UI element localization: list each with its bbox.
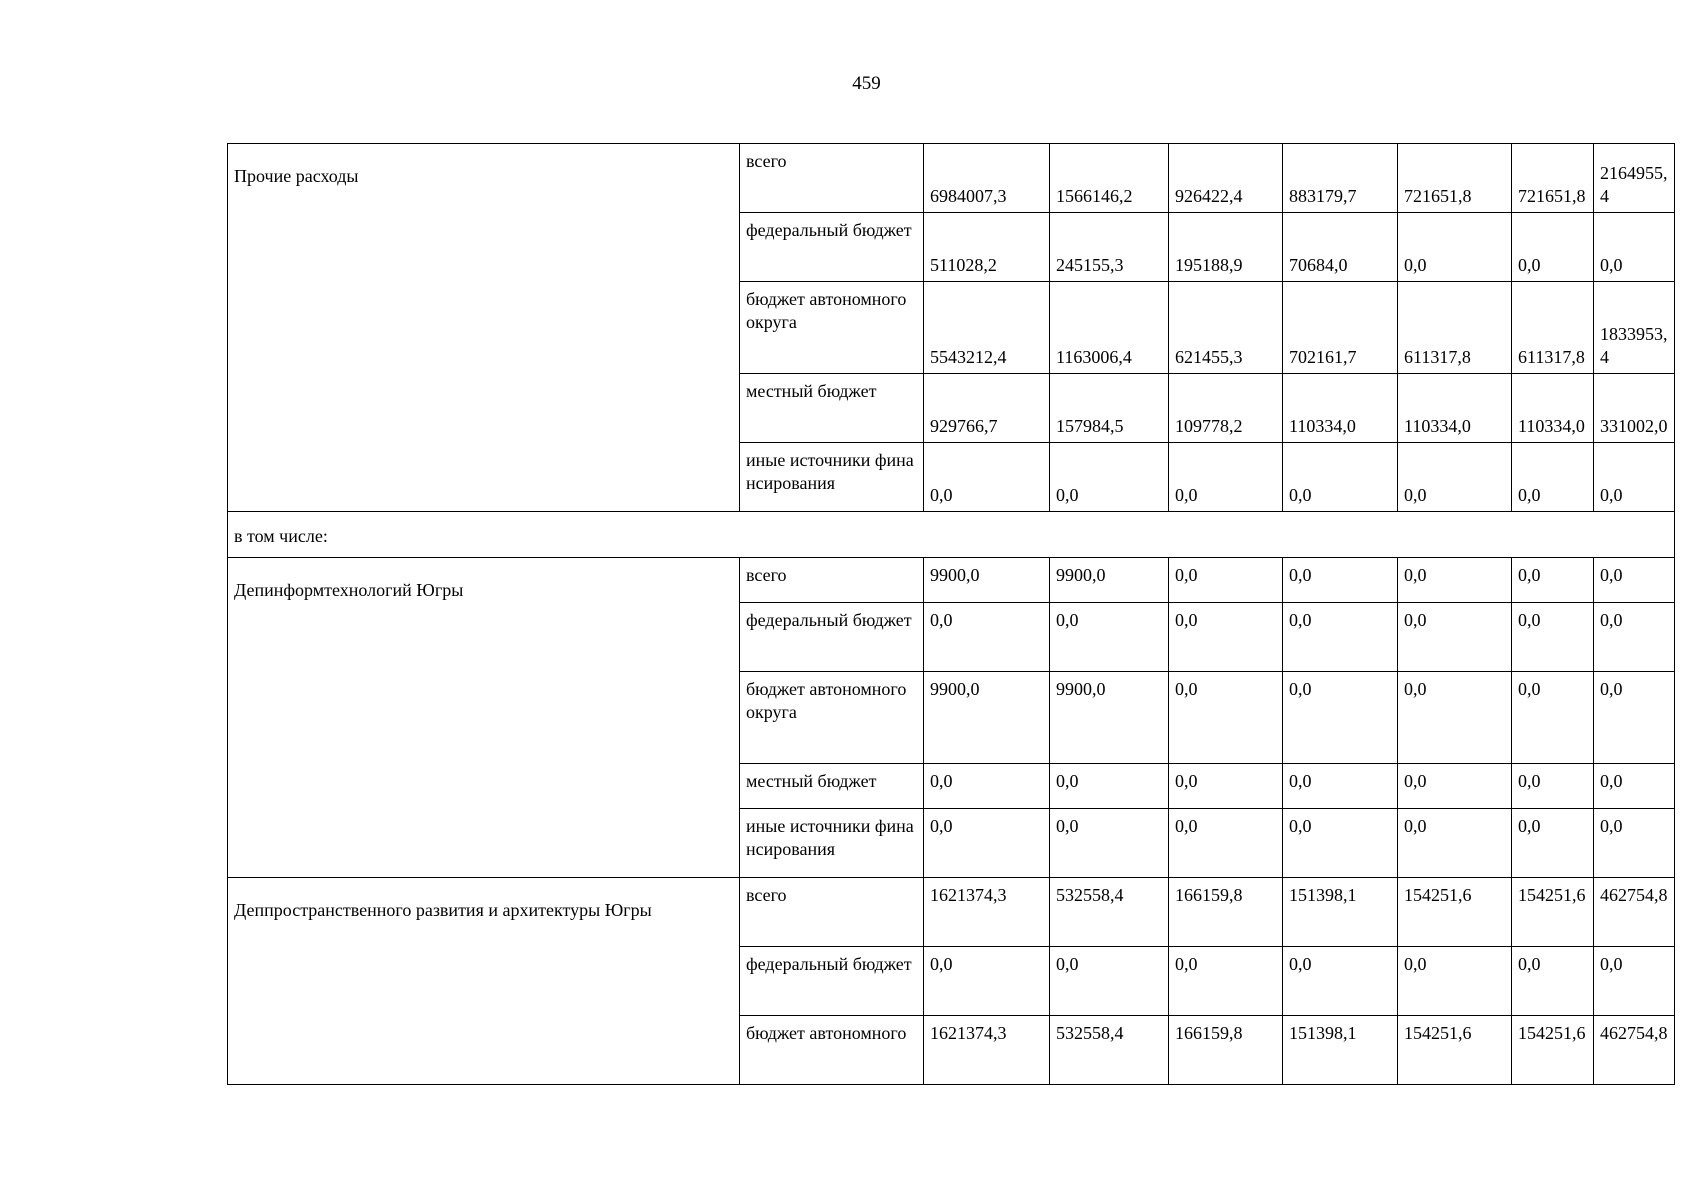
amount-cell: 0,0: [924, 809, 1050, 878]
amount-cell: 0,0: [1050, 809, 1169, 878]
amount-cell: 0,0: [924, 947, 1050, 1016]
amount-cell: 0,0: [1169, 558, 1283, 603]
amount-cell: 0,0: [1050, 603, 1169, 672]
amount-cell: 110334,0: [1512, 374, 1594, 443]
amount-cell: 166159,8: [1169, 1016, 1283, 1085]
amount-cell: 154251,6: [1398, 1016, 1512, 1085]
amount-cell: 0,0: [1283, 764, 1398, 809]
funding-source: федеральный бюджет: [740, 213, 924, 282]
funding-source: всего: [740, 878, 924, 947]
amount-cell: 0,0: [1398, 947, 1512, 1016]
amount-cell: 0,0: [1594, 809, 1675, 878]
amount-cell: 929766,7: [924, 374, 1050, 443]
funding-source: бюджет автономного округа: [740, 282, 924, 374]
amount-cell: 151398,1: [1283, 1016, 1398, 1085]
amount-cell: 0,0: [924, 603, 1050, 672]
amount-cell: 5543212,4: [924, 282, 1050, 374]
amount-cell: 157984,5: [1050, 374, 1169, 443]
amount-cell: 0,0: [1512, 672, 1594, 764]
amount-cell: 195188,9: [1169, 213, 1283, 282]
budget-table: [227, 143, 1675, 1085]
amount-cell: 154251,6: [1512, 878, 1594, 947]
amount-cell: 511028,2: [924, 213, 1050, 282]
amount-cell: 621455,3: [1169, 282, 1283, 374]
amount-cell: 462754,8: [1594, 878, 1675, 947]
expense-item-name: Деппространственного развития и архитектуры Югры: [228, 878, 740, 1085]
amount-cell: 883179,7: [1283, 144, 1398, 213]
funding-source: иные источники финансирования: [740, 809, 924, 878]
amount-cell: 0,0: [1512, 443, 1594, 512]
amount-cell: 0,0: [1283, 809, 1398, 878]
amount-cell: 70684,0: [1283, 213, 1398, 282]
amount-cell: 1621374,3: [924, 1016, 1050, 1085]
amount-cell: 154251,6: [1398, 878, 1512, 947]
amount-cell: 0,0: [1594, 558, 1675, 603]
amount-cell: 331002,0: [1594, 374, 1675, 443]
amount-cell: 166159,8: [1169, 878, 1283, 947]
amount-cell: 0,0: [1169, 764, 1283, 809]
amount-cell: 9900,0: [924, 672, 1050, 764]
amount-cell: 151398,1: [1283, 878, 1398, 947]
amount-cell: 0,0: [1512, 213, 1594, 282]
amount-cell: 0,0: [1398, 672, 1512, 764]
amount-cell: 926422,4: [1169, 144, 1283, 213]
amount-cell: 611317,8: [1512, 282, 1594, 374]
funding-source: бюджет автономного: [740, 1016, 924, 1085]
amount-cell: 0,0: [1169, 443, 1283, 512]
amount-cell: 702161,7: [1283, 282, 1398, 374]
table-body: [228, 144, 1675, 1085]
funding-source: иные источники финансирования: [740, 443, 924, 512]
section-row: [228, 512, 1675, 558]
funding-source: всего: [740, 558, 924, 603]
table-row: [228, 144, 1675, 213]
amount-cell: 1621374,3: [924, 878, 1050, 947]
amount-cell: 462754,8: [1594, 1016, 1675, 1085]
amount-cell: 0,0: [1512, 558, 1594, 603]
amount-cell: 0,0: [1283, 603, 1398, 672]
amount-cell: 110334,0: [1283, 374, 1398, 443]
amount-cell: 0,0: [1512, 809, 1594, 878]
amount-cell: 0,0: [1512, 947, 1594, 1016]
amount-cell: 0,0: [1398, 809, 1512, 878]
section-label: в том числе:: [228, 512, 1675, 558]
amount-cell: 0,0: [1398, 558, 1512, 603]
amount-cell: 0,0: [1169, 603, 1283, 672]
amount-cell: 9900,0: [1050, 558, 1169, 603]
amount-cell: 532558,4: [1050, 1016, 1169, 1085]
funding-source: федеральный бюджет: [740, 603, 924, 672]
amount-cell: 611317,8: [1398, 282, 1512, 374]
amount-cell: 0,0: [1050, 764, 1169, 809]
amount-cell: 110334,0: [1398, 374, 1512, 443]
amount-cell: 1566146,2: [1050, 144, 1169, 213]
amount-cell: 721651,8: [1398, 144, 1512, 213]
amount-cell: 0,0: [1283, 947, 1398, 1016]
amount-cell: 0,0: [1050, 443, 1169, 512]
amount-cell: 0,0: [1398, 603, 1512, 672]
funding-source: всего: [740, 144, 924, 213]
amount-cell: 1163006,4: [1050, 282, 1169, 374]
amount-cell: 0,0: [924, 764, 1050, 809]
amount-cell: 9900,0: [924, 558, 1050, 603]
amount-cell: 0,0: [1594, 947, 1675, 1016]
amount-cell: 6984007,3: [924, 144, 1050, 213]
table-row: [228, 878, 1675, 947]
amount-cell: 0,0: [1169, 672, 1283, 764]
amount-cell: 0,0: [1283, 672, 1398, 764]
amount-cell: 721651,8: [1512, 144, 1594, 213]
amount-cell: 0,0: [1594, 672, 1675, 764]
amount-cell: 9900,0: [1050, 672, 1169, 764]
amount-cell: 1833953,4: [1594, 282, 1675, 374]
amount-cell: 0,0: [1512, 764, 1594, 809]
amount-cell: 0,0: [1512, 603, 1594, 672]
amount-cell: 532558,4: [1050, 878, 1169, 947]
amount-cell: 109778,2: [1169, 374, 1283, 443]
amount-cell: 0,0: [1169, 947, 1283, 1016]
amount-cell: 0,0: [1594, 213, 1675, 282]
amount-cell: 0,0: [1283, 443, 1398, 512]
funding-source: федеральный бюджет: [740, 947, 924, 1016]
page-number: 459: [852, 73, 881, 94]
amount-cell: 0,0: [1398, 213, 1512, 282]
amount-cell: 245155,3: [1050, 213, 1169, 282]
amount-cell: 0,0: [1594, 764, 1675, 809]
funding-source: местный бюджет: [740, 764, 924, 809]
funding-source: бюджет автономного округа: [740, 672, 924, 764]
amount-cell: 0,0: [1169, 809, 1283, 878]
amount-cell: 154251,6: [1512, 1016, 1594, 1085]
amount-cell: 0,0: [1398, 764, 1512, 809]
amount-cell: 0,0: [1050, 947, 1169, 1016]
amount-cell: 0,0: [1398, 443, 1512, 512]
funding-source: местный бюджет: [740, 374, 924, 443]
table-row: [228, 558, 1675, 603]
amount-cell: 0,0: [924, 443, 1050, 512]
amount-cell: 2164955,4: [1594, 144, 1675, 213]
amount-cell: 0,0: [1594, 603, 1675, 672]
expense-item-name: Депинформтехнологий Югры: [228, 558, 740, 878]
amount-cell: 0,0: [1283, 558, 1398, 603]
expense-item-name: Прочие расходы: [228, 144, 740, 512]
amount-cell: 0,0: [1594, 443, 1675, 512]
